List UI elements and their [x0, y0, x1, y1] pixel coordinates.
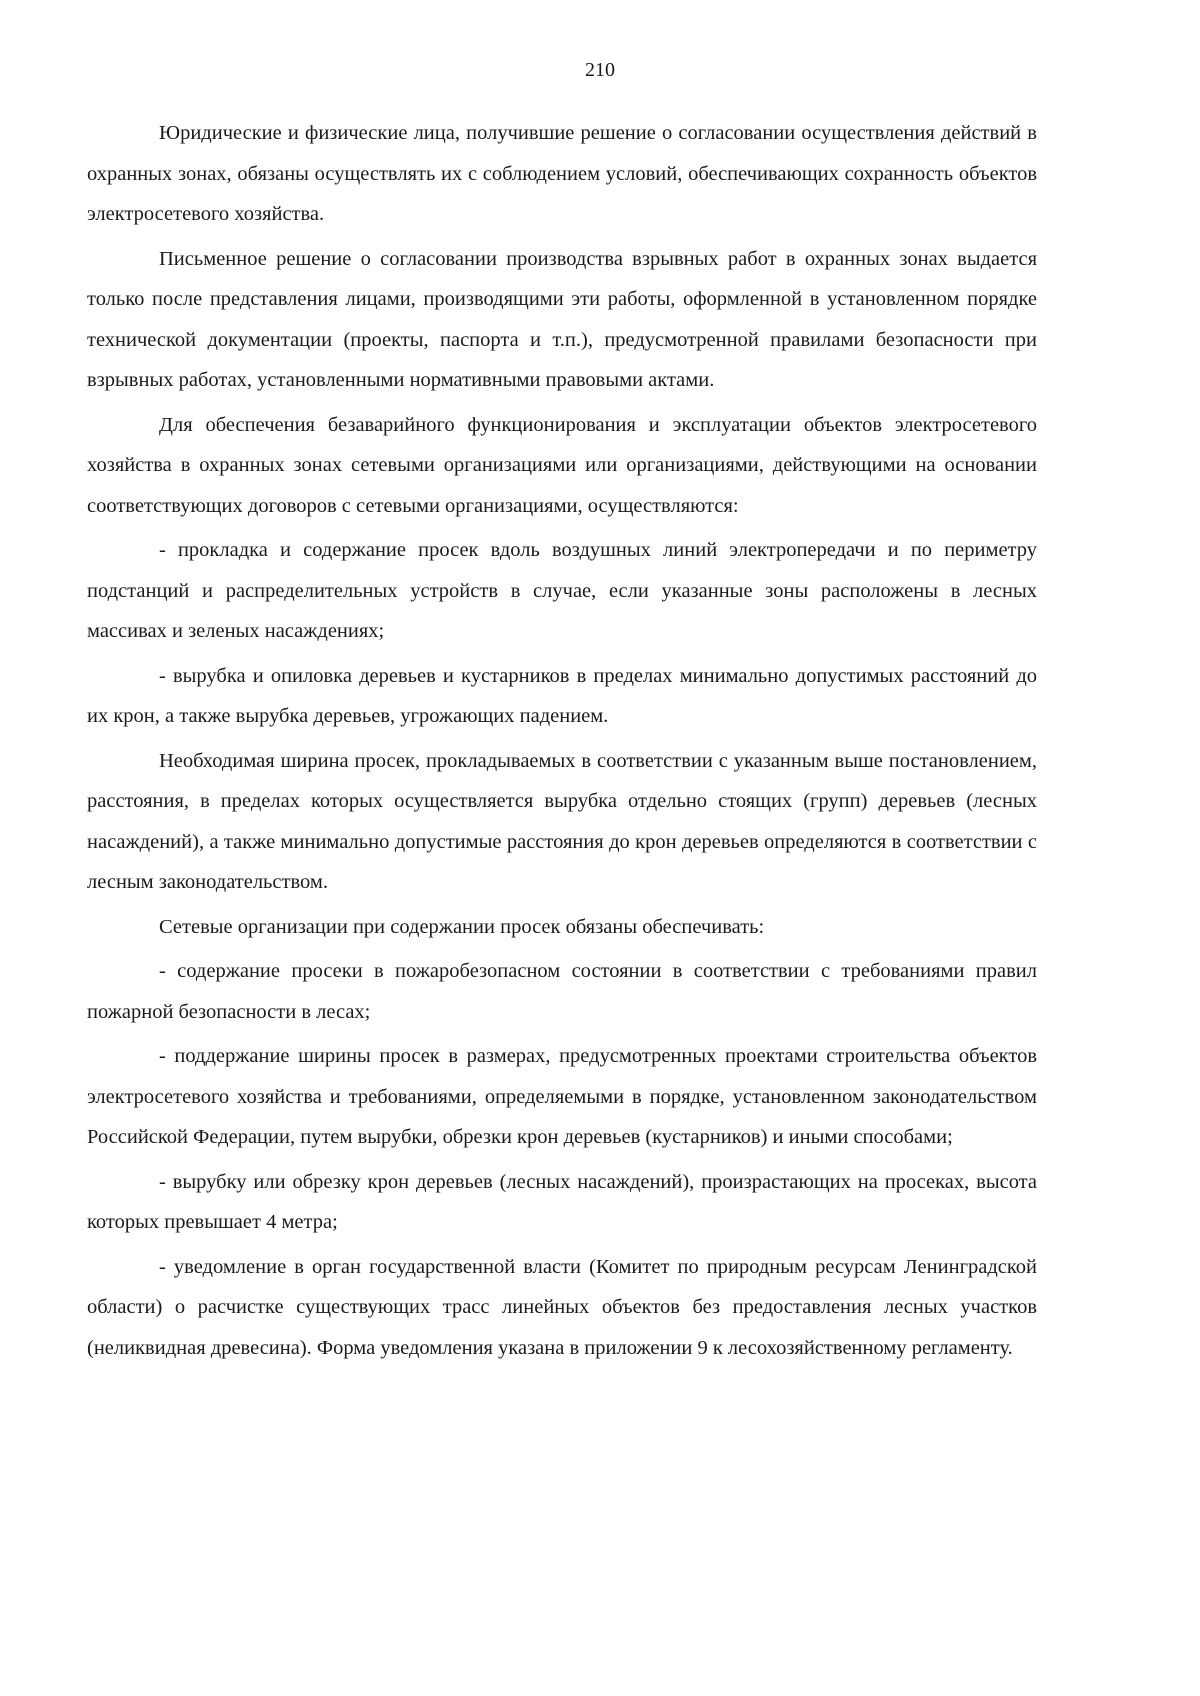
paragraph-clearing-width: Необходимая ширина просек, прокладываемых в соответствии с указанным выше постановлением, расстояния, в пределах которых осуществляется вырубка отдельно стоящих (групп) деревьев (лесных насаждений), а также минимально допустимые расстояния до крон деревьев определяются в соответствии с лесным законодательством. [87, 749, 1037, 893]
paragraph-blasting-permission: Письменное решение о согласовании производства взрывных работ в охранных зонах выдается только после представления лицами, производящими эти работы, оформленной в установленном порядке технической документации (проекты, паспорта и т.п.), предусмотренной правилами безопасности при взрывных работах, установленными нормативными правовыми актами. [87, 247, 1037, 391]
paragraph-legal-entities-obligations: Юридические и физические лица, получившие решение о согласовании осуществления действий в охранных зонах, обязаны осуществлять их с соблюдением условий, обеспечивающих сохранность объектов электросетевого хозяйства. [87, 122, 1037, 225]
paragraph-grid-operation-measures: Для обеспечения безаварийного функционирования и эксплуатации объектов электросетевого хозяйства в охранных зонах сетевыми организациями или организациями, действующими на основании соответствующих договоров с сетевыми организациями, осуществляются: [87, 413, 1037, 517]
list-item-fire-safety: - содержание просеки в пожаробезопасном состоянии в соответствии с требованиями правил пожарной безопасности в лесах; [87, 960, 1037, 1023]
list-item-tall-tree-removal: - вырубку или обрезку крон деревьев (лесных насаждений), произрастающих на просеках, высота которых превышает 4 метра; [87, 1170, 1037, 1233]
list-item-tree-cutting: - вырубка и опиловка деревьев и кустарников в пределах минимально допустимых расстояний до их крон, а также вырубка деревьев, угрожающих падением. [87, 664, 1037, 727]
paragraph-network-obligations-intro: Сетевые организации при содержании просек обязаны обеспечивать: [159, 915, 765, 938]
list-item-notification: - уведомление в орган государственной власти (Комитет по природным ресурсам Ленинградской области) о расчистке существующих трасс линейных объектов без предоставления лесных участков (неликвидная древесина). Форма уведомления указана в приложении 9 к лесохозяйственному регламенту. [87, 1255, 1037, 1359]
page-number: 210 [585, 59, 615, 81]
list-item-clearing-maintenance: - прокладка и содержание просек вдоль воздушных линий электропередачи и по периметру подстанций и распределительных устройств в случае, если указанные зоны расположены в лесных массивах и зеленых насаждениях; [87, 539, 1037, 642]
list-item-width-maintenance: - поддержание ширины просек в размерах, предусмотренных проектами строительства объектов электросетевого хозяйства и требованиями, определяемыми в порядке, установленном законодательством Российской Федерации, путем вырубки, обрезки крон деревьев (кустарников) и иными способами; [87, 1045, 1037, 1148]
page-body [87, 113, 1037, 1372]
